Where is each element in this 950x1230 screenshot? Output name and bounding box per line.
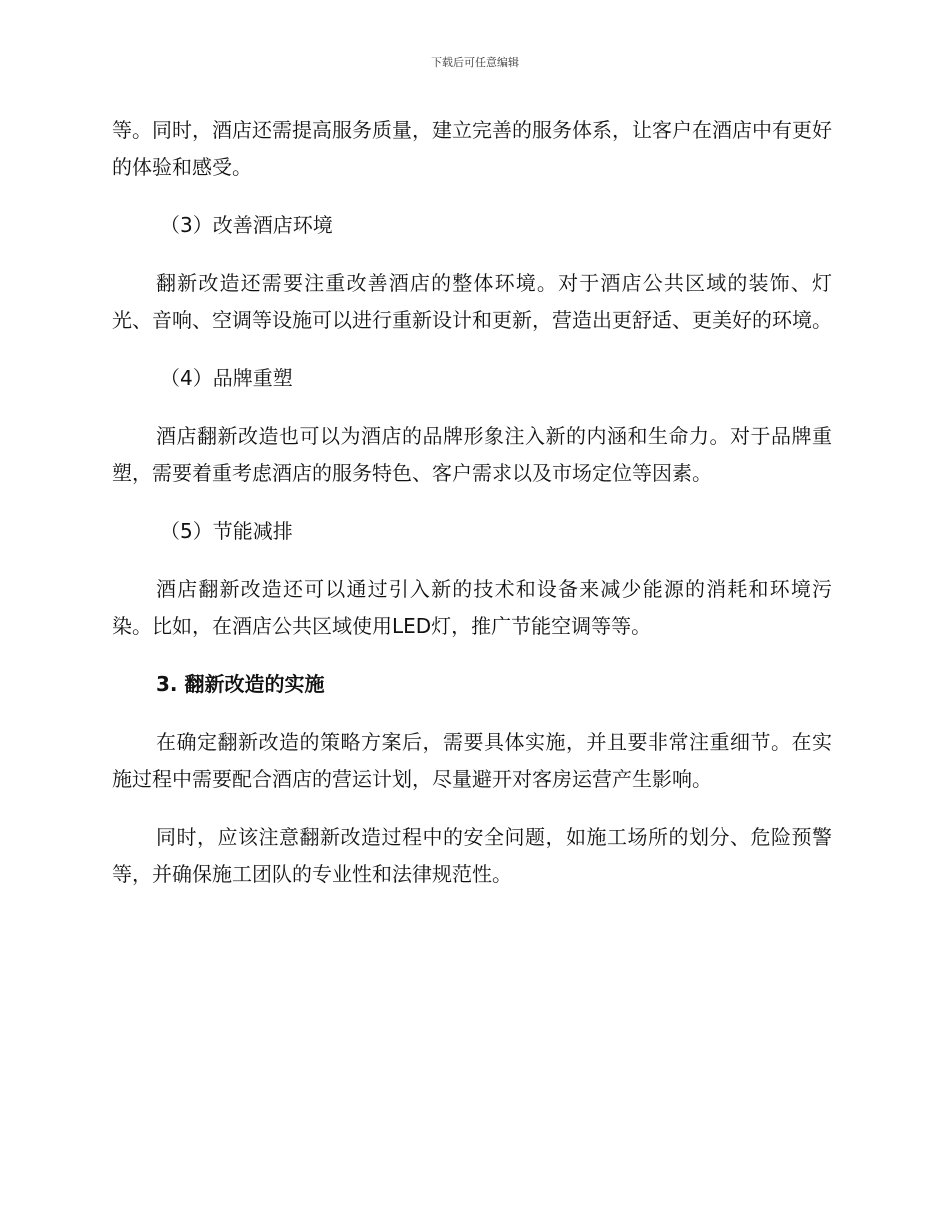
paragraph-safety: 同时，应该注意翻新改造过程中的安全问题，如施工场所的划分、危险预警等，并确保施工团队的专业性和法律规范性。 — [112, 825, 832, 886]
paragraph-service-quality: 等。同时，酒店还需提高服务质量，建立完善的服务体系，让客户在酒店中有更好的体验和感受。 — [112, 118, 832, 179]
paragraph-brand: 酒店翻新改造也可以为酒店的品牌形象注入新的内涵和生命力。对于品牌重塑，需要着重考虑酒店的服务特色、客户需求以及市场定位等因素。 — [112, 424, 832, 485]
subheading-improve-environment: （3）改善酒店环境 — [160, 213, 333, 237]
paragraph-implementation: 在确定翻新改造的策略方案后，需要具体实施，并且要非常注重细节。在实施过程中需要配合酒店的营运计划，尽量避开对客房运营产生影响。 — [112, 730, 832, 791]
paragraph-environment: 翻新改造还需要注重改善酒店的整体环境。对于酒店公共区域的装饰、灯光、音响、空调等设施可以进行重新设计和更新，营造出更舒适、更美好的环境。 — [112, 271, 832, 332]
page-header: 下载后可任意编辑 — [431, 56, 519, 69]
paragraph-energy: 酒店翻新改造还可以通过引入新的技术和设备来减少能源的消耗和环境污染。比如，在酒店公共区域使用LED灯，推广节能空调等等。 — [112, 577, 832, 638]
subheading-brand-reshaping: （4）品牌重塑 — [160, 366, 293, 390]
section-heading-implementation: 3. 翻新改造的实施 — [156, 672, 325, 696]
document-body — [112, 112, 832, 893]
subheading-energy-saving: （5）节能减排 — [160, 519, 293, 543]
